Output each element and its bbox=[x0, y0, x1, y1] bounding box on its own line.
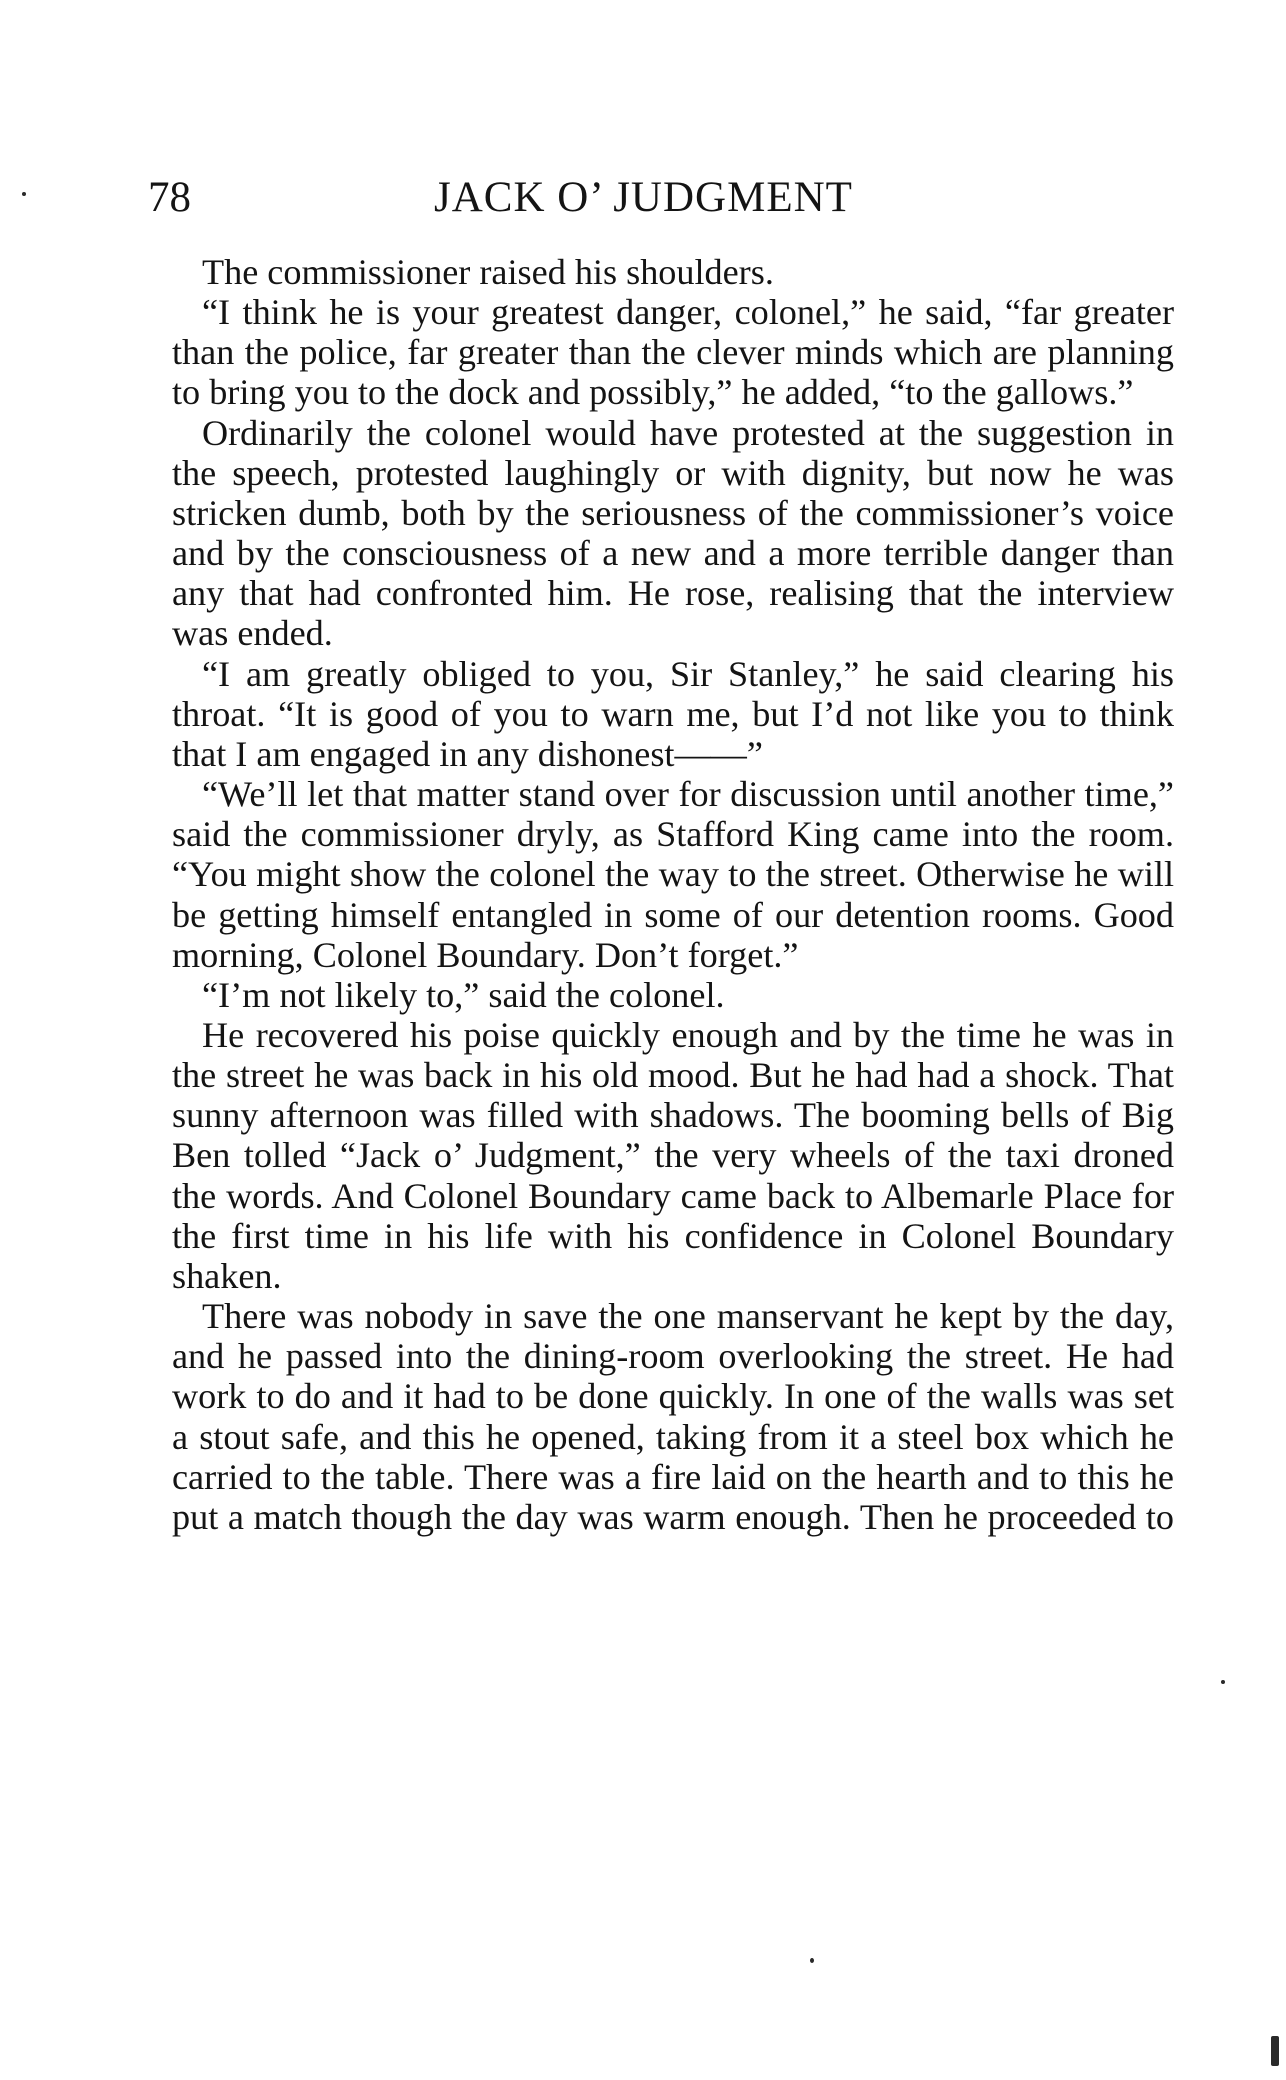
page-header bbox=[148, 168, 1174, 228]
paragraph-6: “I’m not likely to,” said the colonel. bbox=[202, 974, 725, 1015]
paragraph-2: “I think he is your greatest danger, colonel,” he said, “far greater than the police, far greater than the clever minds which are planning to bring you to the dock and possibly,” he added, “to the gallows.” bbox=[172, 292, 1174, 413]
paragraph-4: “I am greatly obliged to you, Sir Stanley,” he said clearing his throat. “It is good of you to warn me, but I’d not like you to think that I am engaged in any dishonest——” bbox=[172, 653, 1174, 774]
print-speck bbox=[810, 1958, 814, 1963]
paragraph-8: There was nobody in save the one manservant he kept by the day, and he passed into the dining-room overlooking the street. He had work to do and it had to be done quickly. In one of the walls was set a stout safe, and this he opened, taking from it a steel box which he carried to the table. There was a fire laid on the hearth and to this he put a match though the day was warm enough. Then he proceeded to bbox=[172, 1296, 1174, 1537]
print-speck bbox=[1221, 1680, 1225, 1684]
paragraph-1: The commissioner raised his shoulders. bbox=[202, 252, 774, 292]
paragraph-3: Ordinarily the colonel would have protested at the suggestion in the speech, protested laughingly or with dignity, but now he was stricken dumb, both by the seriousness of the commissioner’s voice and by the consciousness of a new and a more terrible danger than any that had confronted him. He rose, realising that the interview was ended. bbox=[172, 412, 1174, 654]
print-speck bbox=[1271, 2036, 1279, 2066]
running-title: JACK O’ JUDGMENT bbox=[434, 174, 853, 221]
page-number: 78 bbox=[148, 174, 191, 221]
print-speck bbox=[22, 192, 26, 196]
paragraph-5: “We’ll let that matter stand over for discussion until another time,” said the commissioner dryly, as Stafford King came into the room. “You might show the colonel the way to the street. Otherwise he will be getting himself entangled in some of our detention rooms. Good morning, Colonel Boundary. Don’t forget.” bbox=[172, 774, 1174, 975]
paragraph-7: He recovered his poise quickly enough and by the time he was in the street he was back in his old mood. But he had had a shock. That sunny afternoon was filled with shadows. The booming bells of Big Ben tolled “Jack o’ Judgment,” the very wheels of the taxi droned the words. And Colonel Boundary came back to Albemarle Place for the first time in his life with his confidence in Colonel Boundary shaken. bbox=[172, 1014, 1174, 1296]
body-text bbox=[172, 252, 1174, 1537]
